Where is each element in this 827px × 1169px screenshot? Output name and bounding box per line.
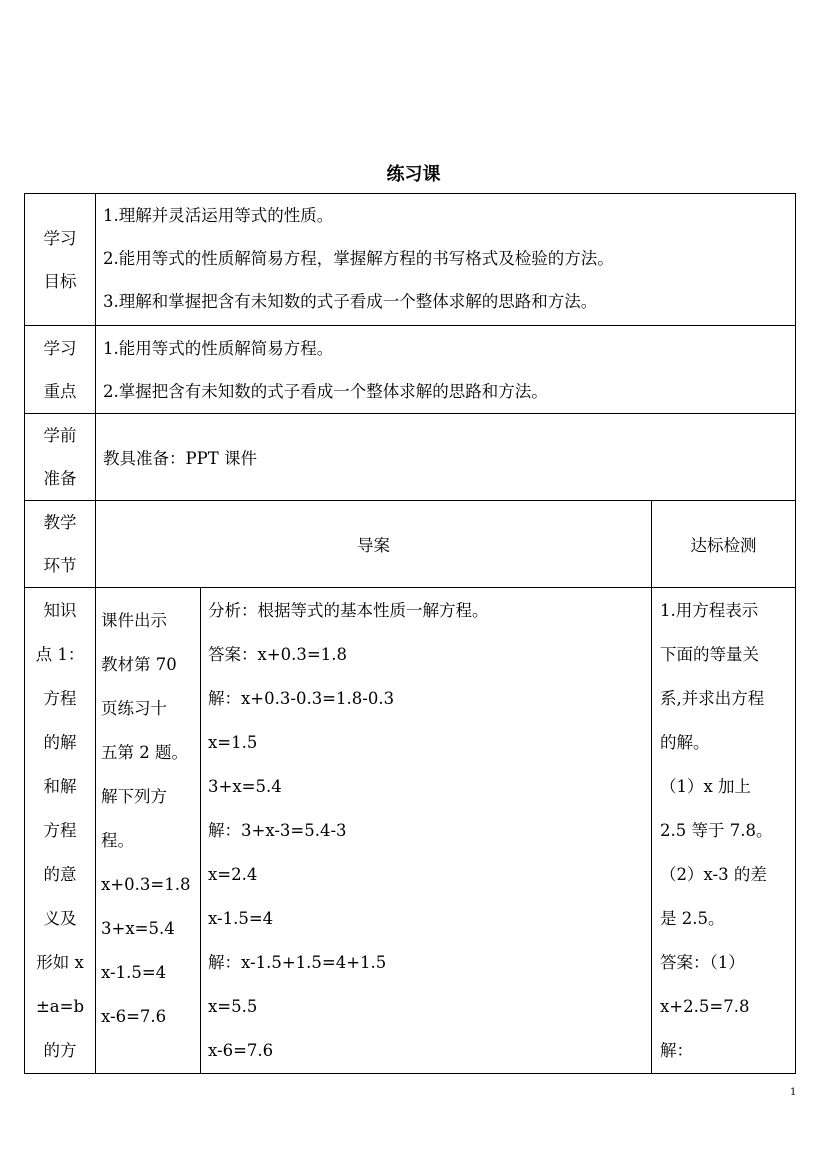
test-header: 达标检测	[652, 501, 796, 588]
test-line: （1）x 加上	[660, 777, 752, 796]
guide-header: 导案	[96, 501, 652, 588]
knowledge-label-line: 的方	[43, 1041, 77, 1060]
header-row	[25, 501, 796, 588]
courseware-line: 3+x=5.4	[101, 919, 175, 938]
analysis-line: 答案：x+0.3=1.8	[208, 645, 347, 664]
knowledge-label-line: 义及	[43, 909, 77, 928]
goals-row	[25, 194, 796, 326]
test-line: 系,并求出方程	[660, 689, 765, 708]
knowledge-label-line: ±a=b	[35, 997, 85, 1016]
prep-label	[25, 414, 96, 501]
goal-item: 3.理解和掌握把含有未知数的式子看成一个整体求解的思路和方法。	[103, 292, 598, 311]
stage-label-line: 教学	[43, 513, 77, 532]
knowledge-label-line: 和解	[43, 777, 77, 796]
goal-item: 2.能用等式的性质解简易方程，掌握解方程的书写格式及检验的方法。	[103, 249, 614, 268]
prep-content: 教具准备：PPT 课件	[96, 414, 796, 501]
goals-label-line: 目标	[43, 271, 77, 291]
analysis-line: 解：x+0.3-0.3=1.8-0.3	[208, 689, 395, 708]
goals-content	[96, 194, 796, 326]
keypoints-content	[96, 326, 796, 414]
test-line: 1.用方程表示	[660, 601, 759, 620]
knowledge-label-line: 点 1：	[35, 645, 85, 664]
test-line: 2.5 等于 7.8。	[660, 821, 773, 840]
test-line: 的解。	[660, 733, 710, 752]
analysis-line: 解：x-1.5+1.5=4+1.5	[208, 953, 387, 972]
analysis-line: 解：3+x-3=5.4-3	[208, 821, 347, 840]
goals-label-line: 学习	[43, 228, 77, 248]
keypoints-label	[25, 326, 96, 414]
page-title: 练习课	[386, 164, 441, 185]
analysis-line: x-1.5=4	[208, 909, 274, 928]
prep-label-line: 准备	[43, 469, 77, 488]
analysis-line: 3+x=5.4	[208, 777, 282, 796]
test-line: 是 2.5。	[660, 909, 725, 928]
courseware-line: 解下列方	[101, 787, 167, 806]
analysis-cell	[201, 588, 652, 1074]
courseware-line: 程。	[101, 831, 134, 850]
test-line: 解：	[660, 1041, 693, 1060]
knowledge-label-line: 方程	[43, 689, 77, 708]
keypoint-item: 1.能用等式的性质解简易方程。	[103, 338, 334, 358]
analysis-line: x=5.5	[208, 997, 258, 1016]
knowledge-label-line: 形如 x	[36, 953, 84, 972]
test-line: 下面的等量关	[660, 645, 759, 664]
courseware-cell	[96, 588, 201, 1074]
goals-label	[25, 194, 96, 326]
analysis-line: x=1.5	[208, 733, 258, 752]
knowledge-label-line: 的解	[43, 733, 77, 752]
courseware-line: 页练习十	[101, 699, 167, 718]
analysis-line: x=2.4	[208, 865, 258, 884]
test-cell	[652, 588, 796, 1074]
prep-label-line: 学前	[43, 426, 77, 445]
knowledge-label-line: 的意	[43, 865, 77, 884]
goal-item: 1.理解并灵活运用等式的性质。	[103, 206, 334, 225]
stage-label-line: 环节	[43, 556, 77, 575]
keypoints-label-line: 学习	[43, 338, 77, 358]
courseware-line: 五第 2 题。	[101, 743, 188, 762]
analysis-line: x-6=7.6	[208, 1041, 274, 1060]
knowledge-label-line: 方程	[43, 821, 77, 840]
stage-label	[25, 501, 96, 588]
knowledge-label	[25, 588, 96, 1074]
knowledge-row	[25, 588, 796, 1074]
knowledge-label-line: 知识	[43, 601, 77, 620]
courseware-line: 课件出示	[101, 611, 167, 630]
courseware-line: 教材第 70	[101, 655, 177, 674]
prep-row	[25, 414, 796, 501]
courseware-line: x-1.5=4	[101, 963, 167, 982]
lesson-table	[24, 193, 796, 1074]
keypoints-label-line: 重点	[43, 381, 77, 401]
courseware-line: x+0.3=1.8	[101, 875, 191, 894]
test-line: （2）x-3 的差	[660, 865, 767, 884]
keypoint-item: 2.掌握把含有未知数的式子看成一个整体求解的思路和方法。	[103, 381, 548, 401]
test-line: 答案：（1）	[660, 953, 745, 972]
analysis-line: 分析：根据等式的基本性质一解方程。	[208, 601, 489, 620]
keypoints-row	[25, 326, 796, 414]
courseware-line: x-6=7.6	[101, 1007, 167, 1026]
page-number: 1	[790, 1087, 797, 1098]
test-line: x+2.5=7.8	[660, 997, 750, 1016]
